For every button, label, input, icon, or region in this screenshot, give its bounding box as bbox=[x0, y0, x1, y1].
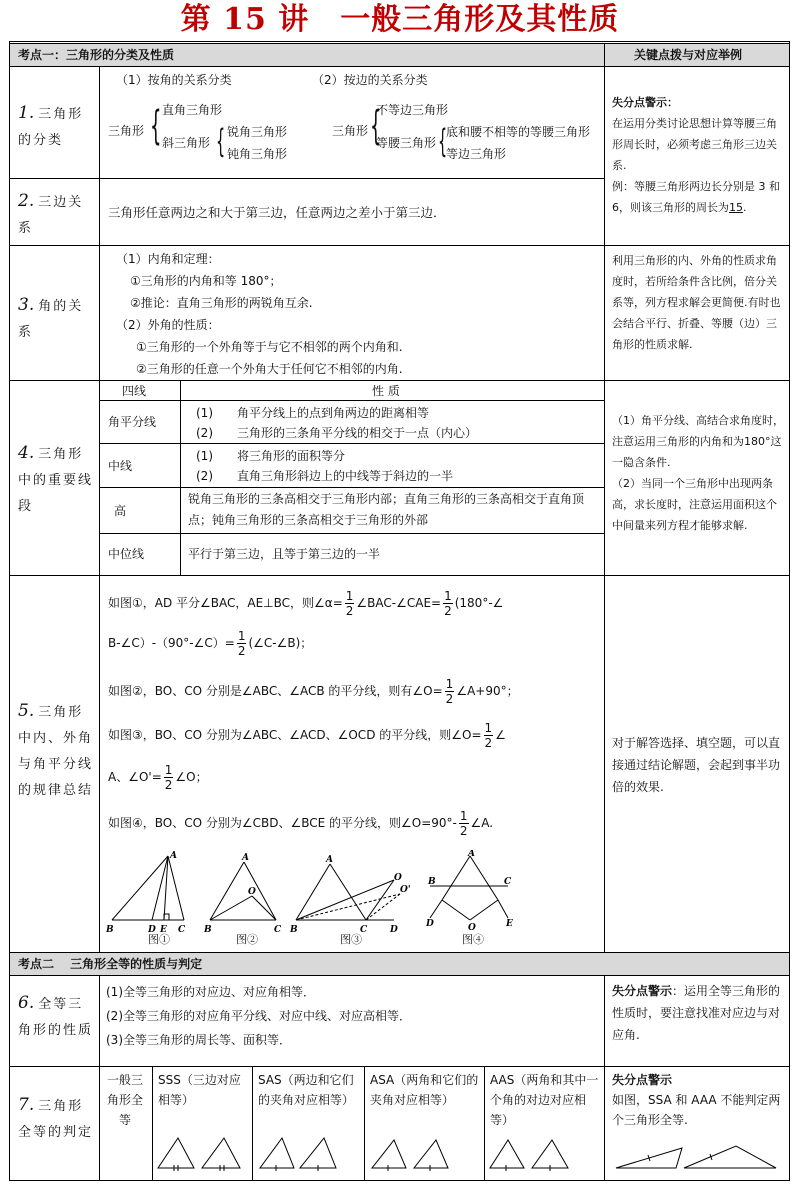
note-rows-1-2 bbox=[612, 92, 784, 218]
col-divider-left bbox=[99, 67, 100, 952]
fraction-half bbox=[237, 630, 247, 657]
median-property: (2) 直角三角形斜边上的中线等于斜边的一半 bbox=[196, 469, 453, 483]
angle-tree-root: 三角形 bbox=[108, 124, 145, 138]
side-tree-root: 三角形 bbox=[332, 124, 369, 138]
row-divider bbox=[10, 575, 789, 576]
text: 如图④，BO、CO 分别为∠CBD、∠BCE 的平分线，则∠O=90°- bbox=[108, 816, 457, 830]
angle-tree-right: 直角三角形 bbox=[162, 103, 223, 117]
row-divider bbox=[10, 1066, 789, 1067]
fraction-half bbox=[345, 590, 355, 617]
note-text: 如图，SSA 和 AAA 不能判定两个三角形全等. bbox=[612, 1093, 781, 1127]
svg-text:E: E bbox=[160, 925, 167, 935]
page-title: 第 15 讲 一般三角形及其性质 bbox=[180, 2, 620, 37]
svg-text:A: A bbox=[468, 850, 475, 859]
ssa-counterexample-diagram bbox=[612, 1138, 784, 1172]
rule-fig4 bbox=[108, 810, 493, 837]
row-divider bbox=[10, 178, 604, 179]
subtable-line bbox=[99, 487, 604, 488]
row4-label-text: 三角形中的重要线段 bbox=[18, 447, 94, 514]
triangle-inequality-text: 三角形任意两边之和大于第三边，任意两边之差小于第三边． bbox=[108, 205, 446, 220]
lines-col-header: 四线 bbox=[122, 384, 147, 398]
text: ∠A. bbox=[470, 816, 494, 830]
fraction-denominator: 2 bbox=[444, 604, 452, 618]
subtable-line bbox=[99, 533, 604, 534]
fraction-numerator: 1 bbox=[237, 629, 246, 643]
fraction-numerator: 1 bbox=[164, 763, 173, 777]
text: 如图③，BO、CO 分别为∠ABC、∠ACD、∠OCD 的平分线，则∠O= bbox=[108, 728, 482, 742]
svg-text:O': O' bbox=[400, 885, 411, 895]
svg-text:E: E bbox=[506, 919, 513, 929]
text: (180°-∠ bbox=[454, 596, 504, 610]
figure-caption: 图② bbox=[236, 933, 258, 946]
row6-label bbox=[18, 990, 96, 1044]
row5-label bbox=[18, 698, 96, 804]
svg-text:A: A bbox=[170, 851, 177, 861]
text: ∠BAC-∠CAE= bbox=[356, 596, 442, 610]
figure-3 bbox=[296, 864, 400, 920]
asa-criterion: ASA（两角和它们的夹角对应相等） bbox=[370, 1073, 479, 1107]
text: 如图①，AD 平分∠BAC，AE⊥BC，则∠α= bbox=[108, 596, 343, 610]
svg-text:C: C bbox=[360, 925, 368, 935]
row7-number: 7. bbox=[18, 1095, 35, 1115]
altitude-property: 锐角三角形的三条高相交于三角形内部；直角三角形的三条高相交于直角顶点；钝角三角形的三条高相交于三角形的外部 bbox=[188, 492, 585, 527]
angle-rule-line: ①三角形的内角和等 180°； bbox=[130, 274, 282, 288]
row1-label-text: 三角形的分类 bbox=[18, 107, 84, 148]
note-row-4: （1）角平分线、高结合求角度时，注意运用三角形的内角和为180°这一隐含条件. （2）当同一个三角形中出现两条高，求长度时，注意运用面积这个中间量来列方程才能够求解. bbox=[612, 414, 784, 532]
side-tree-scalene: 不等边三角形 bbox=[376, 103, 449, 117]
fraction-half bbox=[445, 678, 455, 705]
brace-icon: { bbox=[150, 103, 162, 149]
fraction-half bbox=[164, 764, 174, 791]
fraction-numerator: 1 bbox=[444, 589, 452, 603]
svg-text:C: C bbox=[504, 877, 512, 887]
svg-text:A: A bbox=[242, 853, 249, 863]
svg-text:D: D bbox=[390, 925, 398, 935]
note-title: 失分点警示 bbox=[612, 984, 673, 998]
figure-1 bbox=[112, 856, 184, 920]
note-row-5: 对于解答选择、填空题，可以直接通过结论解题，会起到事半功倍的效果. bbox=[612, 736, 781, 794]
angle-rule-line: ①三角形的一个外角等于与它不相邻的两个内角和. bbox=[136, 340, 403, 354]
fraction-half bbox=[443, 590, 453, 617]
subtable-line bbox=[99, 443, 604, 444]
fraction-denominator: 2 bbox=[345, 604, 354, 618]
figure-2 bbox=[210, 862, 276, 920]
angle-rule-line: （2）外角的性质： bbox=[116, 318, 220, 332]
svg-text:O: O bbox=[394, 873, 402, 883]
rule-fig2 bbox=[108, 678, 519, 705]
row-divider bbox=[10, 380, 789, 381]
row4-label bbox=[18, 440, 96, 520]
row1-number: 1. bbox=[18, 103, 35, 123]
svg-text:O: O bbox=[248, 887, 256, 897]
svg-text:B: B bbox=[290, 925, 298, 935]
brace-icon: { bbox=[216, 122, 226, 160]
bisector-property: (1) 角平分线上的点到角两边的距离相等 bbox=[196, 406, 429, 420]
median-label: 中线 bbox=[108, 459, 133, 473]
row2-label-text: 三边关系 bbox=[18, 195, 84, 236]
midline-property: 平行于第三边，且等于第三边的一半 bbox=[188, 547, 381, 561]
bisector-property: (2) 三角形的三条角平分线的相交于一点（内心） bbox=[196, 426, 478, 440]
text: A、∠O'= bbox=[108, 770, 162, 784]
row4-number: 4. bbox=[18, 443, 35, 463]
figure-4-drawing bbox=[420, 850, 530, 930]
note-title: 失分点警示 bbox=[612, 1073, 673, 1087]
fraction-numerator: 1 bbox=[459, 809, 468, 823]
brace-icon: { bbox=[438, 122, 448, 160]
property-col-header: 性 质 bbox=[372, 384, 400, 398]
row2-number: 2. bbox=[18, 191, 35, 211]
angle-rule-line: ②推论：直角三角形的两锐角互余. bbox=[130, 296, 313, 310]
altitude-label: 高 bbox=[114, 504, 127, 518]
fraction-denominator: 2 bbox=[164, 778, 173, 792]
angle-tree-acute: 锐角三角形 bbox=[227, 125, 288, 139]
section1-header: 考点一：三角形的分类及性质 bbox=[18, 48, 175, 62]
svg-text:B: B bbox=[428, 877, 436, 887]
congruence-diagrams bbox=[152, 1132, 604, 1174]
fraction-numerator: 1 bbox=[345, 589, 354, 603]
angle-rule-line: ②三角形的任意一个外角大于任何它不相邻的内角. bbox=[136, 362, 403, 376]
row3-label bbox=[18, 292, 96, 346]
text: ∠A+90°； bbox=[456, 684, 519, 698]
text: 如图②，BO、CO 分别是∠ABC、∠ACB 的平分线，则有∠O= bbox=[108, 684, 443, 698]
text: ∠ bbox=[495, 728, 506, 742]
note-example: 例：等腰三角形两边长分别是 3 和 6，则该三角形的周长为 bbox=[612, 180, 780, 214]
aas-criterion: AAS（两角和其中一个角的对边对应相等） bbox=[490, 1073, 599, 1127]
text: ∠O； bbox=[175, 770, 208, 784]
row7-label bbox=[18, 1092, 96, 1146]
right-column-header: 关键点拨与对应举例 bbox=[634, 48, 743, 62]
row1-label bbox=[18, 100, 96, 154]
midline-label: 中位线 bbox=[108, 547, 145, 561]
rule-fig1-line1 bbox=[108, 590, 503, 617]
fraction-half bbox=[484, 722, 494, 749]
svg-text:C: C bbox=[178, 925, 186, 935]
sss-criterion: SSS（三边对应相等） bbox=[158, 1073, 241, 1107]
classify-by-side-heading: （2）按边的关系分类 bbox=[312, 73, 428, 87]
rule-fig1-line2 bbox=[108, 630, 312, 657]
fraction-denominator: 2 bbox=[445, 692, 454, 706]
col-divider-left bbox=[99, 976, 100, 1180]
fraction-numerator: 1 bbox=[484, 721, 493, 735]
row-divider bbox=[10, 245, 789, 246]
note-row-3: 利用三角形的内、外角的性质求角度时，若所给条件含比例，倍分关系等，列方程求解会更简便.有时也会结合平行、折叠、等腰（边）三角形的性质求解. bbox=[612, 254, 781, 351]
note-example-answer: 15 bbox=[729, 201, 743, 214]
general-criteria-label: 一般三角形全等 bbox=[106, 1073, 143, 1127]
sas-criterion: SAS（两边和它们的夹角对应相等） bbox=[258, 1073, 355, 1107]
col-divider-right bbox=[604, 43, 605, 952]
fraction-denominator: 2 bbox=[459, 824, 468, 838]
svg-text:D: D bbox=[148, 925, 156, 935]
svg-text:C: C bbox=[274, 925, 282, 935]
row7-label-text: 三角形全等的判定 bbox=[18, 1099, 94, 1140]
figure-caption: 图① bbox=[148, 933, 170, 946]
svg-text:A: A bbox=[326, 855, 333, 865]
row3-number: 3. bbox=[18, 295, 35, 315]
fraction-numerator: 1 bbox=[445, 677, 454, 691]
subtable-line bbox=[99, 400, 604, 401]
side-tree-iso-non-eq: 底和腰不相等的等腰三角形 bbox=[446, 125, 591, 139]
congruent-property: (1)全等三角形的对应边、对应角相等． bbox=[106, 985, 315, 999]
median-property: (1) 将三角形的面积等分 bbox=[196, 449, 345, 463]
congruent-property: (3)全等三角形的周长等、面积等． bbox=[106, 1033, 291, 1047]
note-title: 失分点警示： bbox=[612, 96, 678, 109]
row5-label-text: 三角形中内、外角与角平分线的规律总结 bbox=[18, 705, 94, 798]
side-tree-isosceles: 等腰三角形 bbox=[376, 136, 437, 150]
text: (∠C-∠B)； bbox=[248, 636, 313, 650]
rule-fig3-line2 bbox=[108, 764, 208, 791]
note-row-7 bbox=[612, 1070, 784, 1130]
svg-text:B: B bbox=[106, 925, 114, 935]
svg-text:D: D bbox=[426, 919, 434, 929]
row2-label bbox=[18, 188, 96, 242]
note-row-6 bbox=[612, 980, 784, 1046]
col-divider-right bbox=[604, 976, 605, 1180]
fraction-half bbox=[459, 810, 469, 837]
note-text: 在运用分类讨论思想计算等腰三角形周长时，必须考虑三角形三边关系. bbox=[612, 117, 777, 172]
row6-number: 6. bbox=[18, 993, 35, 1013]
angle-tree-oblique: 斜三角形 bbox=[162, 136, 211, 150]
row6-label-text: 全等三角形的性质 bbox=[18, 997, 94, 1038]
brace-icon: { bbox=[370, 103, 382, 149]
section2-header: 考点二 三角形全等的性质与判定 bbox=[18, 957, 203, 971]
figure-caption: 图④ bbox=[462, 933, 484, 946]
congruent-property: (2)全等三角形的对应角平分线、对应中线、对应高相等． bbox=[106, 1009, 412, 1023]
classify-by-angle-heading: （1）按角的关系分类 bbox=[116, 73, 232, 87]
row3-label-text: 角的关系 bbox=[18, 299, 84, 340]
note-text: ：运用全等三角形的性质时，要注意找准对应边与对应角. bbox=[612, 984, 781, 1042]
row5-number: 5. bbox=[18, 701, 35, 721]
fraction-denominator: 2 bbox=[484, 736, 493, 750]
text: B-∠C）-（90°-∠C）= bbox=[108, 636, 235, 650]
note-example-suffix: . bbox=[743, 201, 747, 214]
angle-rule-line: （1）内角和定理： bbox=[116, 252, 220, 266]
subtable-col-line bbox=[180, 380, 181, 575]
figure-caption: 图③ bbox=[340, 933, 362, 946]
angle-tree-obtuse: 钝角三角形 bbox=[227, 147, 288, 161]
bisector-label: 角平分线 bbox=[108, 415, 157, 429]
rule-fig3-line1 bbox=[108, 722, 506, 749]
side-tree-equilateral: 等边三角形 bbox=[446, 147, 507, 161]
svg-text:B: B bbox=[204, 925, 212, 935]
fraction-denominator: 2 bbox=[237, 644, 246, 658]
svg-text:O: O bbox=[468, 923, 476, 930]
